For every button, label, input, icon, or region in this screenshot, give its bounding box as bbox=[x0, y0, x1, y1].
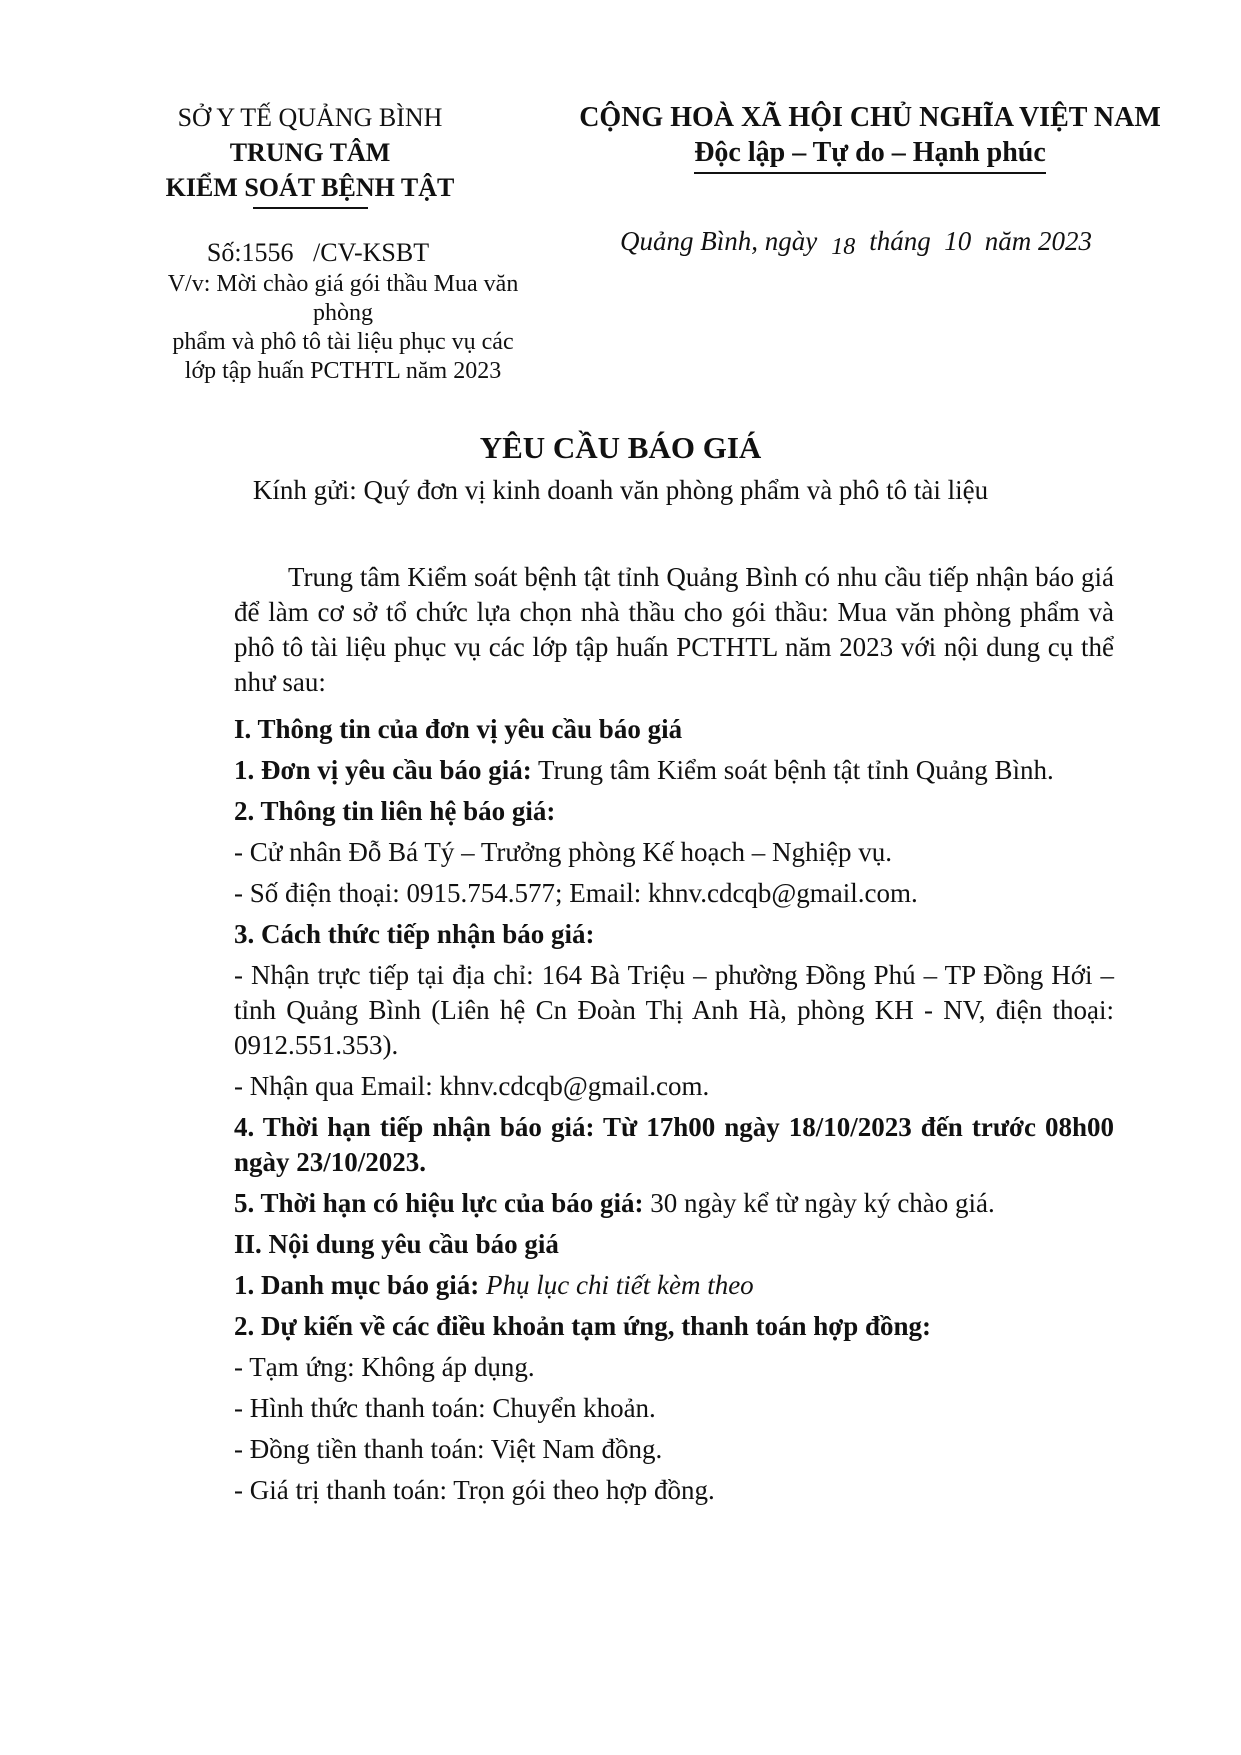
number-code: /CV-KSBT bbox=[313, 238, 430, 267]
document-subject bbox=[138, 270, 548, 386]
item1-label: 1. Đơn vị yêu cầu báo giá: bbox=[234, 755, 532, 785]
date-year-label: năm bbox=[984, 226, 1032, 256]
contact-phone-email: - Số điện thoại: 0915.754.577; Email: khnv.cdcqb@gmail.com. bbox=[234, 878, 918, 908]
item5-label: 5. Thời hạn có hiệu lực của báo giá: bbox=[234, 1188, 644, 1218]
payment-advance: - Tạm ứng: Không áp dụng. bbox=[234, 1352, 535, 1382]
section1-item3-label: 3. Cách thức tiếp nhận báo giá: bbox=[234, 919, 595, 949]
subject-line-3: lớp tập huấn PCTHTL năm 2023 bbox=[184, 358, 502, 384]
section1-heading: I. Thông tin của đơn vị yêu cầu báo giá bbox=[234, 714, 683, 744]
country-name: CỘNG HOÀ XÃ HỘI CHỦ NGHĨA VIỆT NAM bbox=[579, 102, 1161, 133]
national-motto: Độc lập – Tự do – Hạnh phúc bbox=[694, 135, 1046, 174]
s2-item1-value: Phụ lục chi tiết kèm theo bbox=[486, 1270, 754, 1300]
section2-heading: II. Nội dung yêu cầu báo giá bbox=[234, 1229, 559, 1259]
receive-address: - Nhận trực tiếp tại địa chỉ: 164 Bà Triệu – phường Đồng Phú – TP Đồng Hới – tỉnh Quảng Bình (Liên hệ Cn Đoàn Thị Anh Hà, phòng KH - NV, điện thoại: 0912.551.353). bbox=[234, 960, 1114, 1060]
receive-email: - Nhận qua Email: khnv.cdcqb@gmail.com. bbox=[234, 1071, 710, 1101]
payment-currency: - Đồng tiền thanh toán: Việt Nam đồng. bbox=[234, 1434, 663, 1464]
section1-item4: 4. Thời hạn tiếp nhận báo giá: Từ 17h00 ngày 18/10/2023 đến trước 08h00 ngày 23/10/2023. bbox=[234, 1112, 1114, 1177]
item1-value: Trung tâm Kiểm soát bệnh tật tỉnh Quảng Bình. bbox=[538, 755, 1054, 785]
national-header bbox=[555, 100, 1185, 174]
section1-item2-label: 2. Thông tin liên hệ báo giá: bbox=[234, 796, 556, 826]
s2-item1-label: 1. Danh mục báo giá: bbox=[234, 1270, 480, 1300]
issuer-block bbox=[140, 100, 480, 209]
section2-item2-label: 2. Dự kiến về các điều khoản tạm ứng, thanh toán hợp đồng: bbox=[234, 1311, 931, 1341]
org-parent: SỞ Y TẾ QUẢNG BÌNH bbox=[177, 103, 443, 132]
subject-line-2: phẩm và phô tô tài liệu phục vụ các bbox=[172, 329, 514, 355]
date-place: Quảng Bình, ngày bbox=[620, 226, 818, 256]
item5-value: 30 ngày kể từ ngày ký chào giá. bbox=[650, 1188, 995, 1218]
document-date bbox=[620, 226, 1092, 260]
intro-paragraph: Trung tâm Kiểm soát bệnh tật tỉnh Quảng Bình có nhu cầu tiếp nhận báo giá để làm cơ sở tổ chức lựa chọn nhà thầu cho gói thầu: Mua văn phòng phẩm và phô tô tài liệu phục vụ các lớp tập huấn PCTHTL năm 2023 với nội dung cụ thể như sau: bbox=[234, 562, 1114, 697]
contact-person: - Cử nhân Đỗ Bá Tý – Trưởng phòng Kế hoạch – Nghiệp vụ. bbox=[234, 837, 893, 867]
date-year: 2023 bbox=[1038, 226, 1092, 256]
org-name-line1: TRUNG TÂM bbox=[229, 138, 391, 167]
document-number bbox=[138, 238, 498, 268]
payment-value: - Giá trị thanh toán: Trọn gói theo hợp đồng. bbox=[234, 1475, 715, 1505]
subject-line-1: V/v: Mời chào giá gói thầu Mua văn phòng bbox=[167, 271, 519, 326]
recipient-line: Kính gửi: Quý đơn vị kinh doanh văn phòng phẩm và phô tô tài liệu bbox=[252, 475, 989, 505]
section2-item1 bbox=[234, 1268, 1114, 1303]
org-underline bbox=[253, 207, 368, 209]
org-name-line2: KIỂM SOÁT BỆNH TẬT bbox=[165, 173, 455, 202]
payment-method: - Hình thức thanh toán: Chuyển khoản. bbox=[234, 1393, 656, 1423]
section1-item5 bbox=[234, 1186, 1114, 1221]
date-month: 10 bbox=[944, 226, 972, 256]
date-month-label: tháng bbox=[869, 226, 931, 256]
number-label: Số:1556 bbox=[206, 238, 294, 267]
document-title: YÊU CẦU BÁO GIÁ bbox=[479, 430, 762, 465]
document-body bbox=[234, 560, 1114, 1514]
section1-item1 bbox=[234, 753, 1114, 788]
date-day: 18 bbox=[831, 234, 856, 260]
